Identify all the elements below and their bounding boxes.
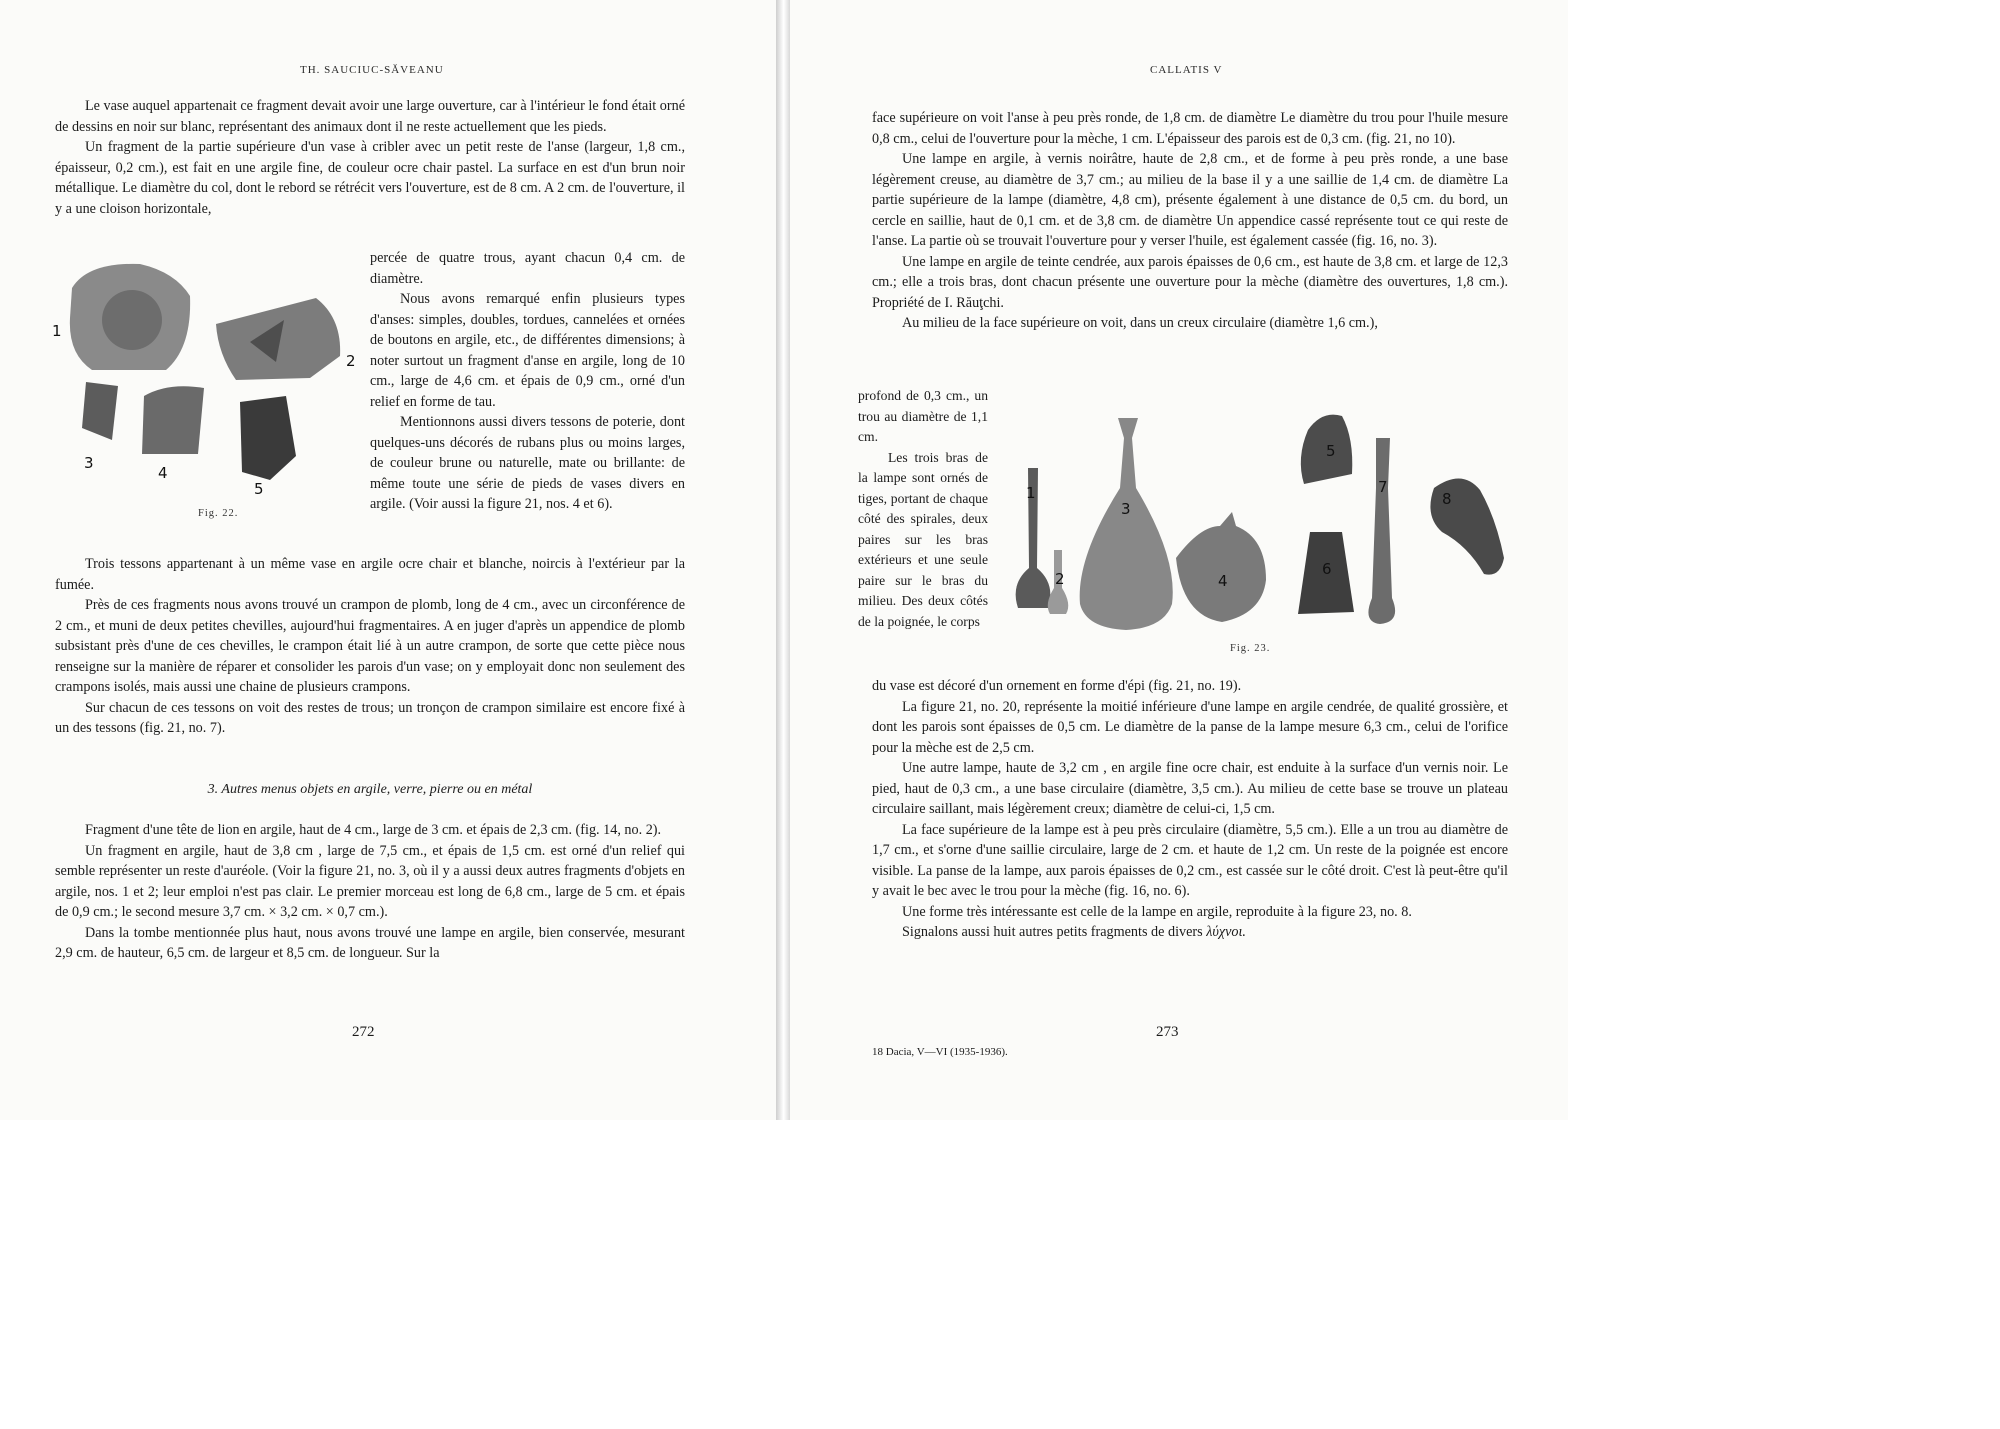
figure-label: 5: [254, 480, 264, 498]
paragraph: Une forme très intéressante est celle de la lampe en argile, reproduite à la figure 23, no. 8.: [902, 903, 1412, 920]
footer-note: 18 Dacia, V—VI (1935-1936).: [872, 1046, 1008, 1058]
object-4-broken-vessel: [1176, 512, 1266, 622]
paragraph: Trois tessons appartenant à un même vase en argile ocre chair et blanche, noircis à l'extérieur par la fumée.: [55, 556, 685, 593]
figure-label: 3: [84, 454, 94, 472]
text-block-after-heading: [55, 820, 685, 964]
fragment-4: [142, 386, 204, 454]
figure-label: 4: [158, 464, 168, 482]
paragraph-last: [872, 922, 1508, 943]
book-gutter: [776, 0, 790, 1120]
fragment-3: [82, 382, 118, 440]
section-heading: 3. Autres menus objets en argile, verre, pierre ou en métal: [207, 782, 533, 797]
figure-label: 2: [346, 352, 356, 370]
left-page: [0, 0, 776, 1120]
figure-label: 3: [1121, 500, 1131, 518]
paragraph: face supérieure on voit l'anse à peu près ronde, de 1,8 cm. de diamètre Le diamètre du trou pour l'huile mesure 0,8 cm., celui de l'ouverture pour la mèche, 1 cm. L'épaisseur des parois est de 0,3 cm. (fig. 21, no 10).: [872, 110, 1508, 147]
figure-label: 8: [1442, 490, 1452, 508]
paragraph: Les trois bras de la lampe sont ornés de tiges, portant de chaque côté des spirales, deux paires sur les bras extérieurs et une seule paire sur le bras du milieu. Des deux côtés de la poignée, le corps: [858, 449, 988, 629]
paragraph: Une autre lampe, haute de 3,2 cm , en argile fine ocre chair, est enduite à la surface d'un vernis noir. Le pied, haut de 0,3 cm., a une base circulaire (diamètre, 3,5 cm.). Au milieu de cette base se trouve un plateau circulaire saillant, mais légèrement creux; diamètre de celui-ci, 1,5 cm.: [872, 760, 1508, 817]
figure-label: 2: [1055, 570, 1065, 588]
figure-23: [1004, 408, 1524, 640]
paragraph: du vase est décoré d'un ornement en forme d'épi (fig. 21, no. 19).: [872, 678, 1242, 694]
text-block-bottom: [55, 554, 685, 739]
figure-label: 1: [52, 322, 62, 340]
paragraph: Une lampe en argile, à vernis noirâtre, haute de 2,8 cm., et de forme à peu près ronde, a une base légèrement creuse, au diamètre de 3,7 cm.; au milieu de la base il y a une saillie de 1,4 cm. de diamètre La partie supérieure de la lampe (diamètre, 4,8 cm), présente également à une distance de 0,5 cm. du bord, un cercle en saillie, haut de 0,1 cm. et de 3,8 cm. de diamètre Un appendice cassé représente tout ce qui reste de l'anse. La partie où se trouvait l'ouverture pour y verser l'huile, est également cassée (fig. 16, no. 3).: [872, 151, 1508, 249]
paragraph: Dans la tombe mentionnée plus haut, nous avons trouvé une lampe en argile, bien conservée, mesurant 2,9 cm. de hauteur, 6,5 cm. de largeur et 8,5 cm. de longueur. Sur la: [55, 924, 685, 961]
object-7-tall-flask: [1368, 438, 1395, 624]
paragraph: Mentionnons aussi divers tessons de poterie, dont quelques-uns décorés de rubans plus ou moins larges, de couleur brune ou naturelle, mate ou brillante: de même toute une série de pieds de vases divers en argile. (Voir aussi la figure 21, nos. 4 et 6).: [370, 414, 685, 512]
running-head: CALLATIS V: [1150, 64, 1223, 76]
paragraph: Une lampe en argile de teinte cendrée, aux parois épaisses de 0,6 cm., est haute de 3,8 cm. et large de 12,3 cm.; elle a trois bras, dont chacun présente une ouverture pour la mèche (diamètre des ouvertures, 1,8 cm.). Propriété de I. Răuţchi.: [872, 253, 1508, 311]
paragraph: Le vase auquel appartenait ce fragment devait avoir une large ouverture, car à l'intérieur le fond était orné de dessins en noir sur blanc, représentant des animaux dont il ne reste actuellement que les pieds.: [55, 98, 685, 135]
figure-label: 5: [1326, 442, 1336, 460]
figure-caption: Fig. 23.: [1230, 643, 1271, 654]
last-line-text: Signalons aussi huit autres petits fragments de divers: [902, 924, 1203, 940]
figure-label: 4: [1218, 572, 1228, 590]
paragraph: Au milieu de la face supérieure on voit, dans un creux circulaire (diamètre 1,6 cm.),: [902, 315, 1378, 331]
text-block-beside-figure: [858, 386, 988, 632]
paragraph: Près de ces fragments nous avons trouvé un crampon de plomb, long de 4 cm., avec un circonférence de 2 cm., et muni de deux petites chevilles, aujourd'hui fragmentaires. A en juger d'après un appendice de plomb subsistant près d'une de ces chevilles, le crampon était lié à un autre crampon, de sorte que cette pièce nous renseigne sur la manière de réparer et consolider les parois d'un vase; on y employait donc non seulement des crampons isolés, mais aussi une chaine de plusieurs crampons.: [55, 597, 685, 695]
running-head: TH. SAUCIUC-SĂVEANU: [300, 64, 444, 76]
text-block-top: [55, 96, 685, 219]
paragraph: Un fragment de la partie supérieure d'un vase à cribler avec un petit reste de l'anse (largeur, 1,8 cm., épaisseur, 0,2 cm.), est fait en une argile fine, de couleur ocre chair pastel. La surface en est d'un brun noir métallique. Le diamètre du col, dont le rebord se rétrécit vers l'ouverture, est de 8 cm. A 2 cm. de l'ouverture, il y a une cloison horizontale,: [55, 139, 685, 217]
figure-caption: Fig. 22.: [198, 508, 239, 519]
greek-word: λύχνοι.: [1206, 924, 1246, 940]
text-block-beside-figure: [370, 248, 685, 515]
figure-label: 7: [1378, 478, 1388, 496]
paragraph: percée de quatre trous, ayant chacun 0,4 cm. de diamètre.: [370, 250, 685, 287]
paragraph: profond de 0,3 cm., un trou au diamètre de 1,1 cm.: [858, 388, 988, 444]
figure-23-image: [1004, 408, 1524, 640]
fragment-5: [240, 396, 296, 480]
fragment-1-decoration: [102, 290, 162, 350]
figure-label: 1: [1026, 484, 1036, 502]
paragraph: Fragment d'une tête de lion en argile, haut de 4 cm., large de 3 cm. et épais de 2,3 cm. (fig. 14, no. 2).: [85, 822, 662, 838]
paragraph: Nous avons remarqué enfin plusieurs types d'anses: simples, doubles, tordues, cannelées et ornées de boutons en argile, etc., de différentes dimensions; à noter surtout un fragment d'anse en argile, long de 10 cm., large de 4,6 cm. et épais de 0,9 cm., orné d'un relief en forme de tau.: [370, 291, 685, 410]
paragraph: La figure 21, no. 20, représente la moitié inférieure d'une lampe en argile cendrée, de qualité grossière, et dont les parois sont épaisses de 0,5 cm. Le diamètre de la panse de la lampe mesure 6,3 cm., celui de l'orifice pour la mèche est de 2,5 cm.: [872, 698, 1508, 756]
text-block-top: [872, 108, 1508, 334]
paragraph: Un fragment en argile, haut de 3,8 cm , large de 7,5 cm., et épais de 1,5 cm. est orné d'un relief qui semble représenter un reste d'auréole. (Voir la figure 21, no. 3, où il y a aussi deux autres fragments d'objets en argile, nos. 1 et 2; leur emploi n'est pas clair. Le premier morceau est long de 6,8 cm., large de 5 cm. et épais de 0,9 cm.; le second mesure 3,7 cm. × 3,2 cm. × 0,7 cm.).: [55, 842, 685, 920]
paragraph: Sur chacun de ces tessons on voit des restes de trous; un tronçon de crampon similaire est encore fixé à un des tessons (fig. 21, no. 7).: [55, 699, 685, 736]
page-number: 273: [1156, 1024, 1179, 1040]
text-block-bottom: [872, 676, 1508, 943]
figure-22-image: [40, 258, 358, 520]
object-3-bottle: [1080, 418, 1173, 630]
figure-22: [40, 258, 358, 520]
paragraph: La face supérieure de la lampe est à peu près circulaire (diamètre, 5,5 cm.). Elle a un trou au diamètre de 1,7 cm., et s'orne d'une saillie circulaire, large de 2 cm. et haute de 1,2 cm. Un reste de la poignée est encore visible. La panse de la lampe, aux parois épaisses de 0,2 cm., est cassée sur le côté droit. C'est là peut-être qu'il y avait le bec avec le trou pour la mèche (fig. 16, no. 6).: [872, 821, 1508, 899]
figure-label: 6: [1322, 560, 1332, 578]
right-page: [790, 0, 1568, 1120]
page-number: 272: [352, 1024, 375, 1040]
